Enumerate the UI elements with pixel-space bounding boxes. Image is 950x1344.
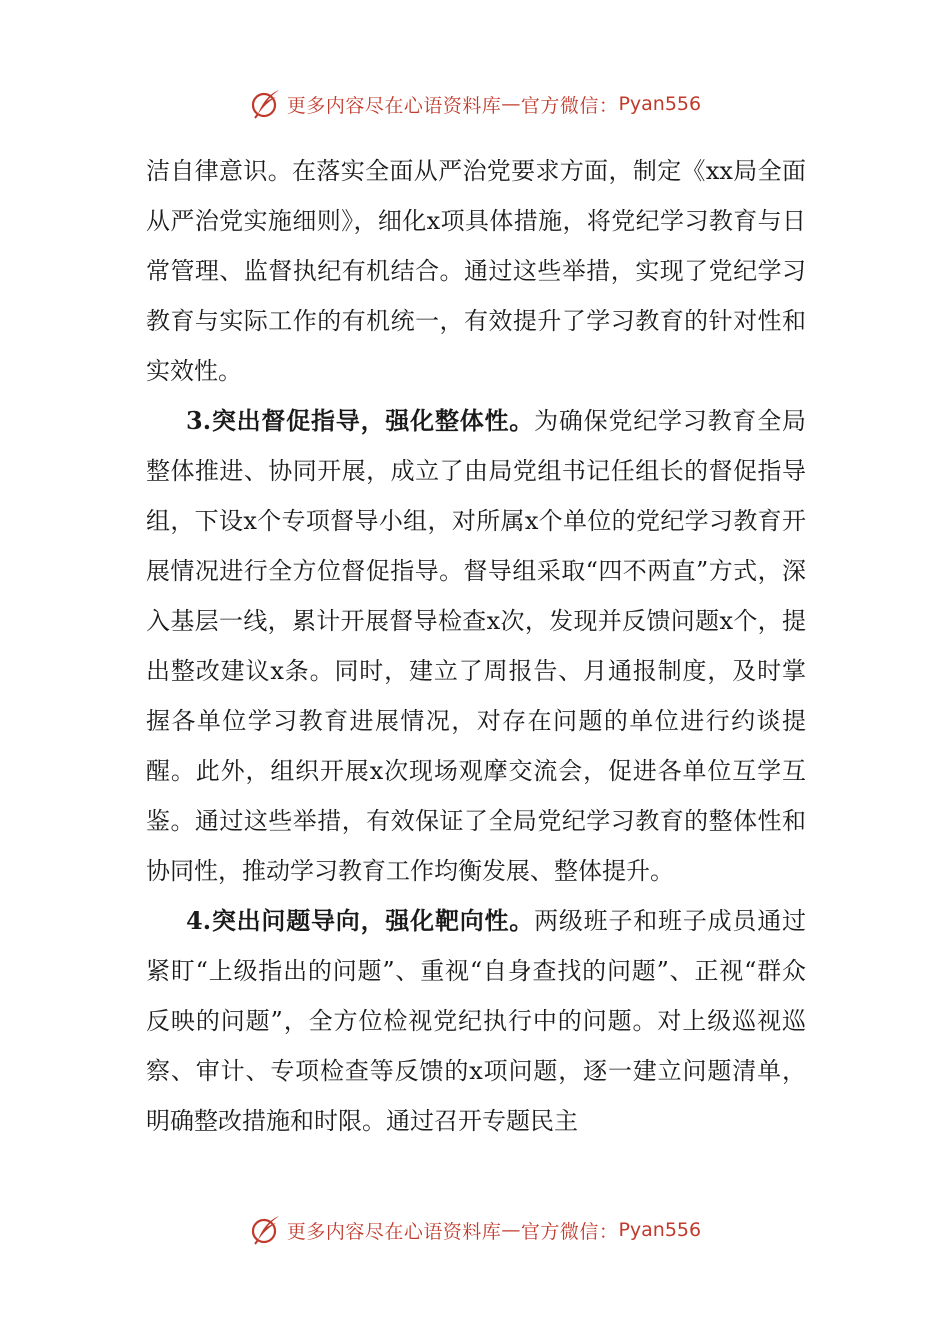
section-heading: 3.突出督促指导，强化整体性。 xyxy=(186,406,535,435)
document-body xyxy=(146,146,806,1146)
paragraph-section-4 xyxy=(146,896,806,1146)
paragraph-body: 为确保党纪学习教育全局整体推进、协同开展，成立了由局党组书记任组长的督促指导组，下设x个专项督导小组，对所属x个单位的党纪学习教育开展情况进行全方位督促指导。督导组采取“四不两直”方式，深入基层一线，累计开展督导检查x次，发现并反馈问题x个，提出整改建议x条。同时，建立了周报告、月通报制度，及时掌握各单位学习教育进展情况，对存在问题的单位进行约谈提醒。此外，组织开展x次现场观摩交流会，促进各单位互学互鉴。通过这些举措，有效保证了全局党纪学习教育的整体性和协同性，推动学习教育工作均衡发展、整体提升。 xyxy=(146,407,806,885)
watermark-separator: — xyxy=(501,93,521,115)
watermark-contact-label: 官方微信： xyxy=(520,94,619,117)
feather-pen-logo-icon xyxy=(249,87,283,121)
watermark-brand-text: 更多内容尽在心语资料库 xyxy=(286,1220,502,1243)
watermark-contact-id: Pyan556 xyxy=(618,93,702,115)
watermark-separator: — xyxy=(501,1219,521,1241)
paragraph-section-3 xyxy=(146,396,806,896)
footer-watermark-banner xyxy=(0,1210,950,1250)
watermark-brand-text: 更多内容尽在心语资料库 xyxy=(286,94,502,117)
feather-pen-logo-icon xyxy=(249,1213,283,1247)
paragraph-continuation xyxy=(146,146,806,396)
watermark-contact-id: Pyan556 xyxy=(618,1219,702,1241)
watermark-contact-label: 官方微信： xyxy=(520,1220,619,1243)
section-heading: 4.突出问题导向，强化靶向性。 xyxy=(186,906,535,935)
header-watermark-banner xyxy=(0,84,950,124)
paragraph-body: 洁自律意识。在落实全面从严治党要求方面，制定《xx局全面从严治党实施细则》，细化x项具体措施，将党纪学习教育与日常管理、监督执纪有机结合。通过这些举措，实现了党纪学习教育与实际工作的有机统一，有效提升了学习教育的针对性和实效性。 xyxy=(146,157,806,385)
paragraph-body: 两级班子和班子成员通过紧盯“上级指出的问题”、重视“自身查找的问题”、正视“群众反映的问题”，全方位检视党纪执行中的问题。对上级巡视巡察、审计、专项检查等反馈的x项问题，逐一建立问题清单，明确整改措施和时限。通过召开专题民主 xyxy=(146,907,806,1135)
